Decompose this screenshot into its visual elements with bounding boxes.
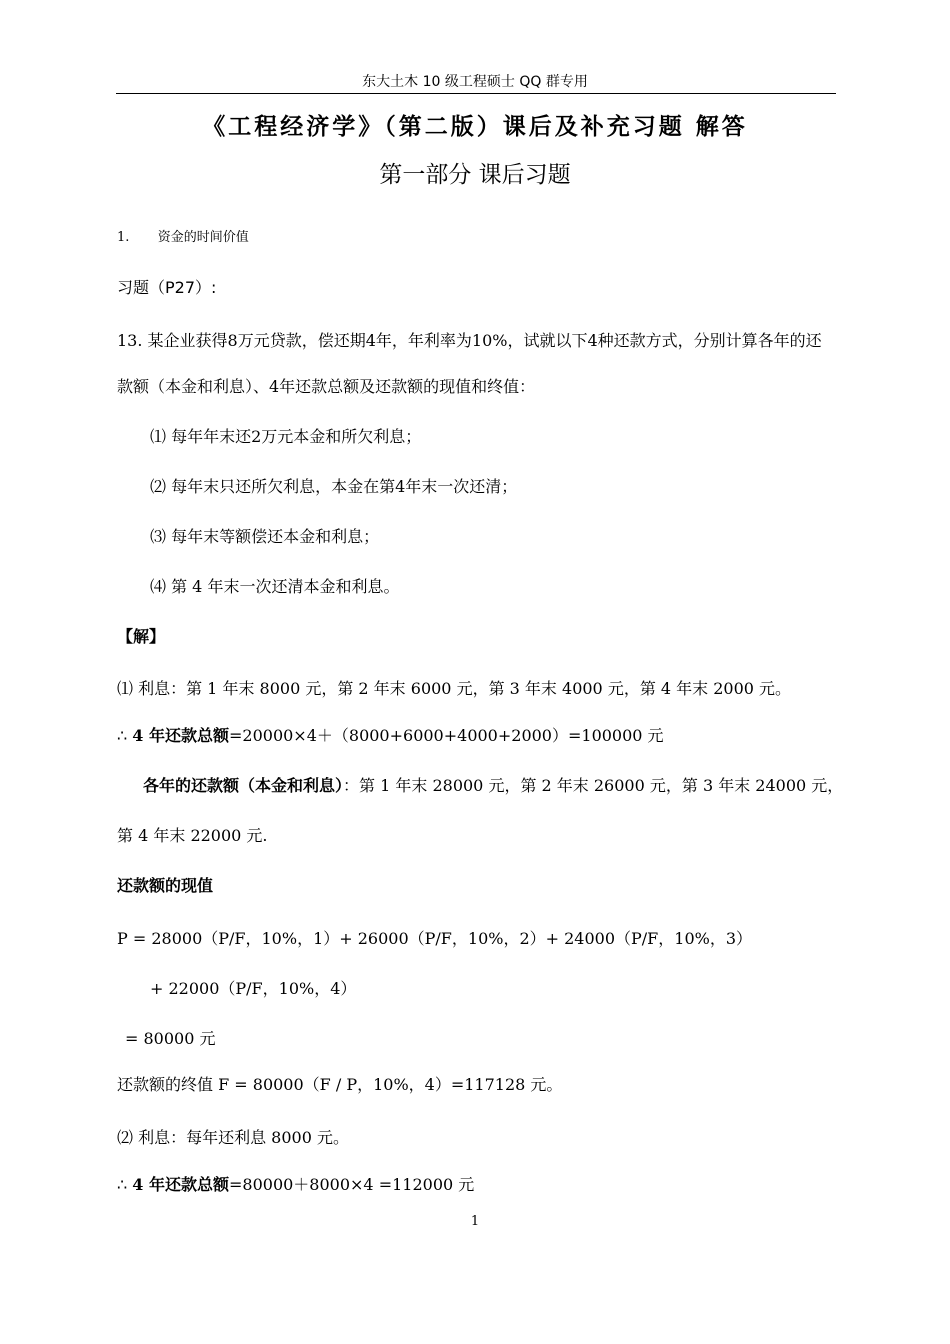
solution-label: 【解】 (117, 627, 166, 646)
total-value: =20000×4＋（8000+6000+4000+2000）=100000 元 (229, 726, 664, 745)
yearly-values: ：第 1 年末 28000 元，第 2 年末 26000 元，第 3 年末 24000 元， (343, 776, 844, 795)
section-number: 1. (117, 230, 130, 245)
future-value-line: 还款额的终值 F = 80000（F / P，10%，4）=117128 元。 (117, 1075, 563, 1094)
therefore-symbol: ∴ (117, 726, 128, 745)
part1-interest: ⑴ 利息：第 1 年末 8000 元，第 2 年末 6000 元，第 3 年末 4000 元，第 4 年末 2000 元。 (117, 679, 792, 698)
problem-line-2: 款额（本金和利息）、4年还款总额及还款额的现值和终值： (117, 377, 536, 396)
problem-line-1: 13. 某企业获得8万元贷款，偿还期4年，年利率为10%，试就以下4种还款方式，分别计算各年的还 (117, 331, 822, 350)
problem-option-3: ⑶ 每年末等额偿还本金和利息； (150, 527, 380, 546)
section-title: 资金的时间价值 (157, 230, 249, 245)
part-title: 第一部分 课后习题 (379, 162, 571, 188)
yearly-payments-line-1 (143, 776, 843, 796)
part1-total (117, 726, 664, 746)
present-value-formula-1: P = 28000（P/F，10%，1）+ 26000（P/F，10%，2）+ 24000（P/F，10%，3） (117, 929, 753, 948)
therefore-symbol: ∴ (117, 1175, 128, 1194)
exercise-reference: 习题（P27）: (117, 278, 217, 297)
yearly-label: 各年的还款额（本金和利息） (143, 776, 344, 795)
present-value-result: = 80000 元 (125, 1029, 216, 1048)
total-label: 4 年还款总额 (132, 726, 229, 745)
yearly-payments-line-2: 第 4 年末 22000 元. (117, 826, 268, 845)
present-value-label: 还款额的现值 (117, 876, 214, 895)
page-number: 1 (470, 1214, 480, 1229)
document-title: 《工程经济学》（第二版）课后及补充习题 解答 (202, 113, 748, 140)
problem-option-1: ⑴ 每年年末还2万元本金和所欠利息； (150, 427, 422, 446)
part2-interest: ⑵ 利息：每年还利息 8000 元。 (117, 1128, 349, 1147)
present-value-formula-2: + 22000（P/F，10%，4） (150, 979, 357, 998)
total-label: 4 年还款总额 (132, 1175, 229, 1194)
part2-total (117, 1175, 474, 1195)
section-heading (117, 228, 249, 248)
total-value: =80000＋8000×4 =112000 元 (229, 1175, 475, 1194)
problem-option-4: ⑷ 第 4 年末一次还清本金和利息。 (150, 577, 400, 596)
problem-option-2: ⑵ 每年末只还所欠利息，本金在第4年末一次还清； (150, 477, 518, 496)
page-header: 东大土木 10 级工程硕士 QQ 群专用 (362, 74, 588, 90)
header-divider (116, 93, 836, 94)
